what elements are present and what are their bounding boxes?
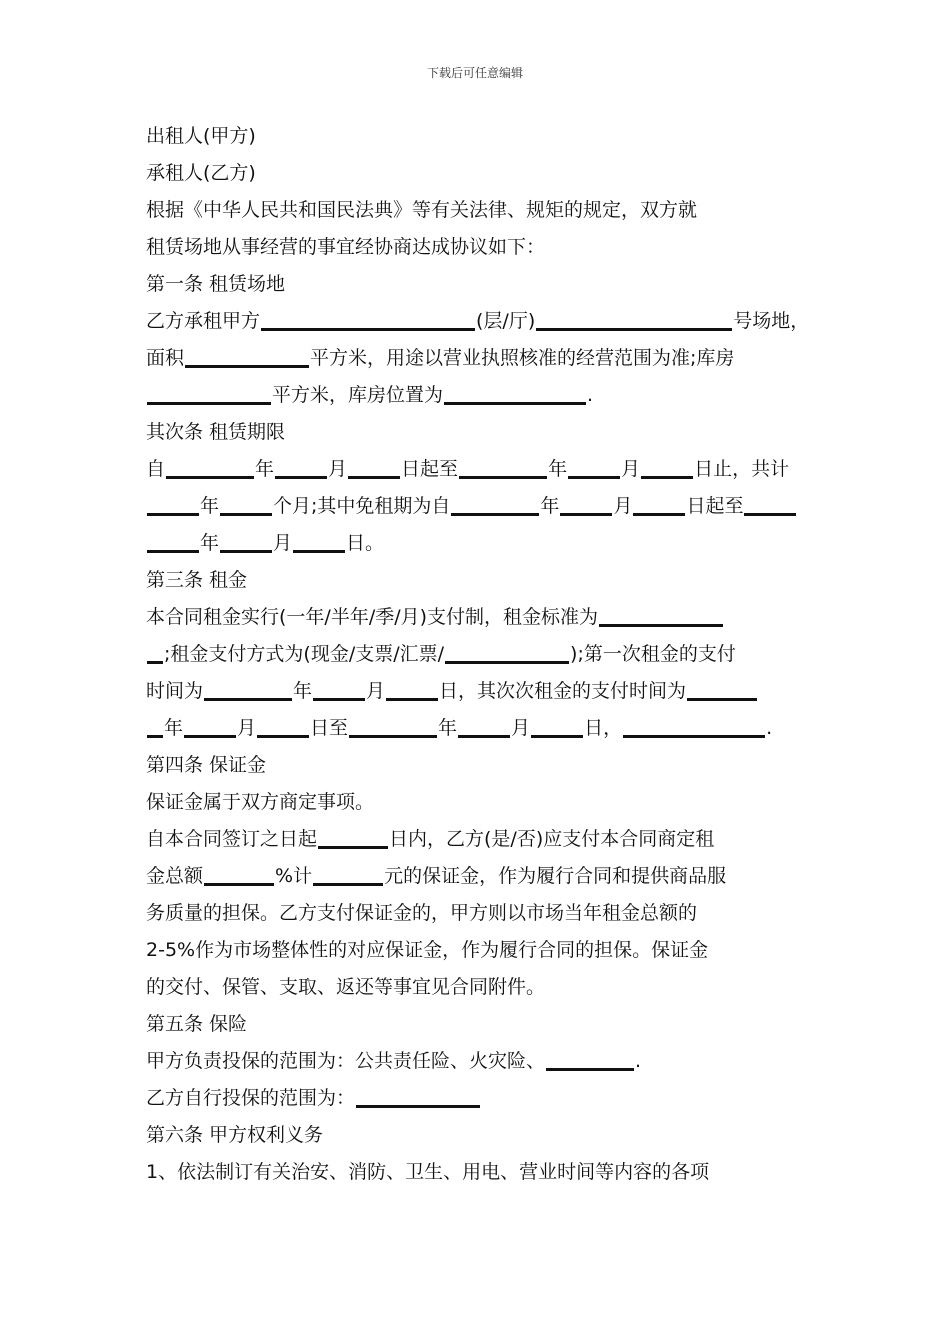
fill-in-blank [687,698,757,701]
fill-in-blank [568,476,620,479]
fill-in-blank [546,1068,634,1071]
text-run: 月 [613,495,633,517]
text-run: 日。 [346,532,385,554]
fill-in-blank [599,624,723,627]
document-line [146,1117,806,1154]
text-run: 金总额 [146,865,204,887]
text-run: 面积 [146,347,185,369]
text-run: . [587,384,594,406]
document-line [146,451,806,488]
fill-in-blank [318,846,388,849]
text-run: 第六条 甲方权利义务 [146,1124,324,1146]
text-run: 务质量的担保。乙方支付保证金的，甲方则以市场当年租金总额的 [146,902,698,924]
text-run: );第一次租金的支付 [570,643,736,665]
fill-in-blank [147,661,163,664]
fill-in-blank [531,735,583,738]
fill-in-blank [275,476,327,479]
fill-in-blank [185,365,309,368]
text-run: 时间为 [146,680,204,702]
document-line [146,562,806,599]
text-run: 日，其次次租金的支付时间为 [439,680,687,702]
document-line [146,821,806,858]
fill-in-blank [220,513,272,516]
document-line [146,118,806,155]
text-run: 第四条 保证金 [146,754,267,776]
fill-in-blank [166,476,254,479]
text-run: 自本合同签订之日起 [146,828,318,850]
document-line [146,525,806,562]
document-line [146,599,806,636]
fill-in-blank [261,328,475,331]
text-run: 自 [146,458,166,480]
text-run: 的交付、保管、支取、返还等事宜见合同附件。 [146,976,546,998]
document-line [146,303,810,340]
fill-in-blank [458,735,510,738]
fill-in-blank [204,698,292,701]
fill-in-blank [356,1105,480,1108]
text-run: 个月;其中免租期为自 [273,495,451,517]
document-line [146,1154,806,1191]
text-run: 1、依法制订有关治安、消防、卫生、用电、营业时间等内容的各项 [146,1161,710,1183]
document-line [146,636,806,673]
document-line [146,266,806,303]
document-line [146,784,806,821]
text-run: 年 [548,458,568,480]
fill-in-blank [313,883,383,886]
document-line [146,192,806,229]
text-run: 根据《中华人民共和国民法典》等有关法律、规矩的规定，双方就 [146,199,698,221]
text-run: 日起至 [401,458,459,480]
text-run: 出租人(甲方) [146,125,256,147]
document-line [146,858,806,895]
fill-in-blank [293,550,345,553]
text-run: 日， [584,717,623,739]
text-run: 年 [438,717,458,739]
text-run: 本合同租金实行(一年/半年/季/月)支付制，租金标准为 [146,606,599,628]
text-run: ;租金支付方式为(现金/支票/汇票/ [164,643,445,665]
text-run: 月 [511,717,531,739]
fill-in-blank [204,883,274,886]
fill-in-blank [147,402,271,405]
text-run: 年 [293,680,313,702]
document-line [146,969,806,1006]
text-run: 平方米，用途以营业执照核准的经营范围为准;库房 [310,347,735,369]
fill-in-blank [220,550,272,553]
text-run: %计 [275,865,313,887]
text-run: 元的保证金，作为履行合同和提供商品服 [384,865,727,887]
text-run: 年 [164,717,184,739]
document-line [146,155,806,192]
text-run: 年 [200,532,220,554]
fill-in-blank [147,550,199,553]
fill-in-blank [445,661,569,664]
text-run: 日起至 [686,495,744,517]
text-run: 甲方负责投保的范围为：公共责任险、火灾险、 [146,1050,546,1072]
document-line [146,1043,806,1080]
text-run: 月 [273,532,293,554]
fill-in-blank [348,476,400,479]
text-run: 日止，共计 [694,458,790,480]
fill-in-blank [147,513,199,516]
text-run: 平方米，库房位置为 [272,384,444,406]
fill-in-blank [257,735,309,738]
text-run: 第一条 租赁场地 [146,273,286,295]
document-line [146,895,806,932]
fill-in-blank [349,735,437,738]
text-run: 承租人(乙方) [146,162,256,184]
fill-in-blank [744,513,796,516]
fill-in-blank [313,698,365,701]
fill-in-blank [184,735,236,738]
fill-in-blank [560,513,612,516]
fill-in-blank [641,476,693,479]
fill-in-blank [633,513,685,516]
text-run: 月 [328,458,348,480]
text-run: 乙方承租甲方 [146,310,261,332]
page-header: 下载后可任意编辑 [426,66,523,80]
text-run: 日内，乙方(是/否)应支付本合同商定租 [389,828,715,850]
text-run: . [635,1050,642,1072]
document-line [146,747,806,784]
text-run: 年 [540,495,560,517]
fill-in-blank [536,328,732,331]
text-run: 租赁场地从事经营的事宜经协商达成协议如下： [146,236,546,258]
text-run: 保证金属于双方商定事项。 [146,791,375,813]
document-line [146,710,806,747]
fill-in-blank [623,735,765,738]
text-run: 第三条 租金 [146,569,248,591]
fill-in-blank [451,513,539,516]
document-line [146,1006,806,1043]
document-line [146,932,806,969]
text-run: 第五条 保险 [146,1013,248,1035]
text-run: 其次条 租赁期限 [146,421,286,443]
text-run: 号场地， [733,310,810,332]
text-run: 年 [200,495,220,517]
document-line [146,340,806,377]
document-body [146,118,810,1191]
document-line [146,673,806,710]
text-run: . [766,717,773,739]
fill-in-blank [386,698,438,701]
text-run: 月 [366,680,386,702]
document-line [146,414,806,451]
text-run: 日至 [310,717,349,739]
text-run: 乙方自行投保的范围为： [146,1087,356,1109]
document-line [146,229,806,266]
fill-in-blank [459,476,547,479]
document-line [146,377,806,414]
text-run: 年 [255,458,275,480]
document-line [146,1080,806,1117]
fill-in-blank [147,735,163,738]
fill-in-blank [444,402,586,405]
text-run: (层/厅) [476,310,536,332]
text-run: 月 [237,717,257,739]
document-line [146,488,806,525]
text-run: 月 [621,458,641,480]
text-run: 2-5%作为市场整体性的对应保证金，作为履行合同的担保。保证金 [146,939,709,961]
